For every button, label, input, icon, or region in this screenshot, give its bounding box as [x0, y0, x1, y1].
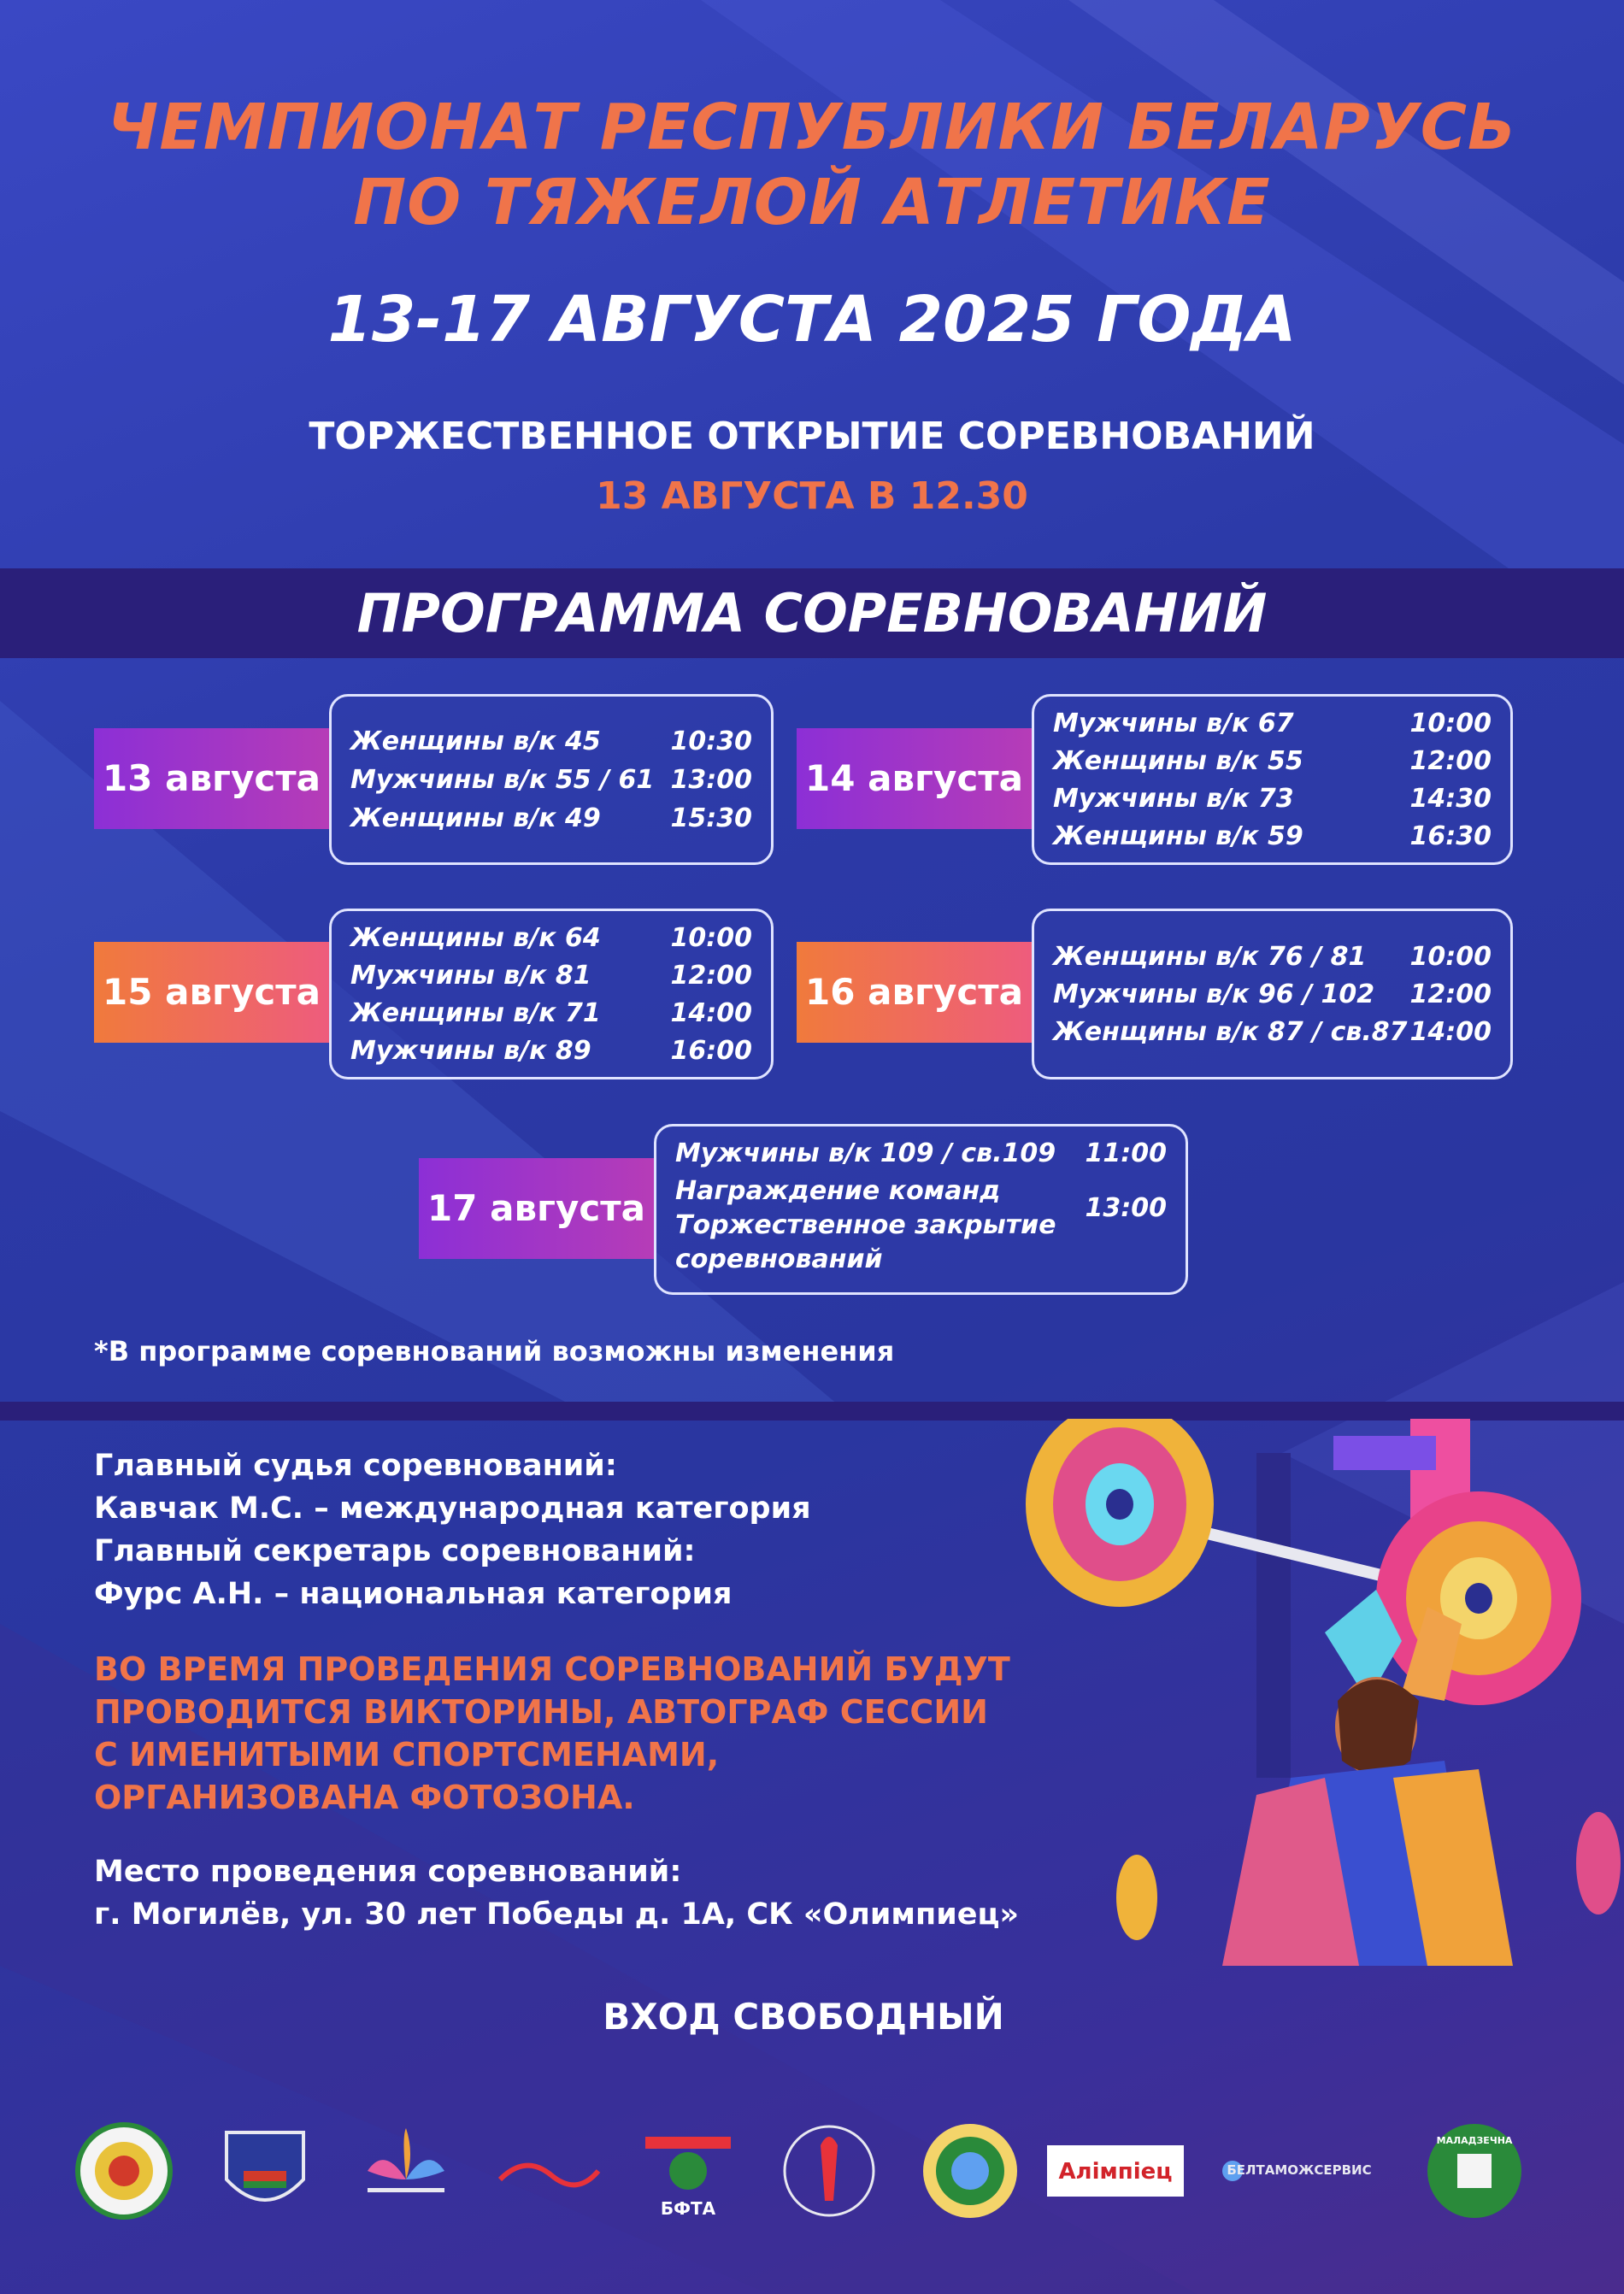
molodechno-emblem-icon	[1419, 2120, 1530, 2222]
championship-title	[0, 90, 1624, 240]
flower-logo-icon	[350, 2120, 462, 2222]
date-badge-17: 17 августа	[419, 1158, 654, 1259]
schedule-row: Мужчины в/к 81 12:00	[350, 961, 752, 991]
olimpiets-logo	[1043, 2120, 1188, 2222]
schedule-row: Мужчины в/к 109 / св.109 11:00	[675, 1138, 1167, 1168]
schedule-row: Мужчины в/к 67 10:00	[1053, 709, 1492, 738]
judge-label: Главный судья соревнований:	[94, 1449, 617, 1483]
date-badge-13: 13 августа	[94, 728, 329, 829]
promo-line-3: С ИМЕНИТЫМИ СПОРТСМЕНАМИ,	[94, 1736, 720, 1773]
opening-ceremony-time: 13 АВГУСТА В 12.30	[596, 474, 1028, 518]
olimpiets-label: Алімпіец	[1058, 2159, 1173, 2185]
venue-address: г. Могилёв, ул. 30 лет Победы д. 1А, СК «Олимпиец»	[94, 1897, 1020, 1932]
state-emblem-icon	[209, 2120, 321, 2222]
schedule-row: Награждение команд	[675, 1176, 1001, 1206]
program-title: ПРОГРАММА СОРЕВНОВАНИЙ	[356, 582, 1268, 644]
torch-logo-icon	[774, 2120, 885, 2222]
molodechno-label: МАЛАДЗЕЧНА	[1436, 2135, 1513, 2146]
schedule-row: Женщины в/к 59 16:30	[1053, 821, 1492, 851]
program-note: *В программе соревнований возможны изменения	[94, 1335, 895, 1368]
sports-committee-emblem-icon	[68, 2120, 179, 2222]
script-logo-icon	[491, 2120, 603, 2222]
schedule-box-13	[329, 694, 774, 865]
schedule-box-16	[1032, 909, 1513, 1079]
separator-band	[0, 1402, 1624, 1421]
date-badge-14: 14 августа	[797, 728, 1032, 829]
schedule-row: Женщины в/к 76 / 81 10:00	[1053, 942, 1492, 972]
title-line-1: ЧЕМПИОНАТ РЕСПУБЛИКИ БЕЛАРУСЬ	[107, 91, 1517, 164]
date-badge-15: 15 августа	[94, 942, 329, 1043]
schedule-box-17	[654, 1124, 1188, 1295]
schedule-row: соревнований	[675, 1244, 883, 1274]
schedule-box-15	[329, 909, 774, 1079]
secretary-label: Главный секретарь соревнований:	[94, 1534, 696, 1568]
bfta-logo-icon	[633, 2120, 744, 2222]
secretary-name: Фурс А.Н. – национальная категория	[94, 1577, 733, 1611]
schedule-row: Мужчины в/к 96 / 102 12:00	[1053, 979, 1492, 1009]
schedule-row: Женщины в/к 87 / св.87 14:00	[1053, 1017, 1492, 1047]
promo-line-2: ПРОВОДИТСЯ ВИКТОРИНЫ, АВТОГРАФ СЕССИИ	[94, 1693, 988, 1731]
schedule-row: Женщины в/к 45 10:30	[350, 726, 752, 756]
venue-label: Место проведения соревнований:	[94, 1855, 682, 1889]
sponsor-logos	[68, 2120, 1556, 2222]
schedule-row: Мужчины в/к 73 14:30	[1053, 784, 1492, 814]
bfta-label: БФТА	[660, 2198, 716, 2219]
schedule-row: Женщины в/к 71 14:00	[350, 998, 752, 1028]
date-badge-16: 16 августа	[797, 942, 1032, 1043]
schedule-row: Женщины в/к 64 10:00	[350, 923, 752, 953]
free-entry: ВХОД СВОБОДНЫЙ	[603, 1996, 1004, 2038]
schedule-box-14	[1032, 694, 1513, 865]
event-dates: 13-17 АВГУСТА 2025 ГОДА	[327, 283, 1297, 356]
schedule-row: Торжественное закрытие 13:00	[675, 1193, 1167, 1240]
promo-line-1: ВО ВРЕМЯ ПРОВЕДЕНИЯ СОРЕВНОВАНИЙ БУДУТ	[94, 1650, 1010, 1688]
promo-line-4: ОРГАНИЗОВАНА ФОТОЗОНА.	[94, 1779, 635, 1816]
beltamozhservis-logo	[1214, 2120, 1385, 2222]
beltamozhservis-label: БЕЛТАМОЖСЕРВИС	[1227, 2162, 1372, 2178]
weightlifter-illustration	[1000, 1419, 1624, 1966]
schedule-row: Мужчины в/к 89 16:00	[350, 1036, 752, 1066]
title-line-2: ПО ТЯЖЕЛОЙ АТЛЕТИКЕ	[353, 166, 1271, 239]
schedule-row: Женщины в/к 49 15:30	[350, 803, 752, 833]
schedule-row: Женщины в/к 55 12:00	[1053, 746, 1492, 776]
judge-name: Кавчак М.С. – международная категория	[94, 1491, 811, 1526]
opening-ceremony-label: ТОРЖЕСТВЕННОЕ ОТКРЫТИЕ СОРЕВНОВАНИЙ	[309, 415, 1315, 458]
mogilev-region-emblem-icon	[915, 2120, 1026, 2222]
schedule-row: Мужчины в/к 55 / 61 13:00	[350, 765, 752, 795]
